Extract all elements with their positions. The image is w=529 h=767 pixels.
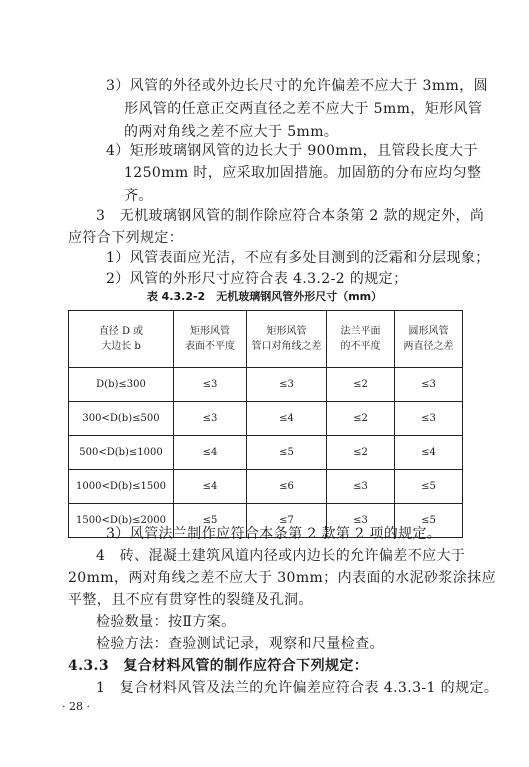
table-cell: 500<D(b)≤1000 [69,436,174,470]
table-cell: ≤3 [174,402,247,436]
table-cell: ≤5 [174,504,247,538]
section-heading: 4.3.3 复合材料风管的制作应符合下列规定： [68,658,369,674]
header-cell: 矩形风管 表面不平度 [174,311,247,368]
text-line: 平整，且不应有贯穿性的裂缝及孔洞。 [68,592,313,608]
table-header-row [69,311,463,368]
table-cell: D(b)≤300 [69,368,174,402]
table-row [69,436,463,470]
text-line: 的两对角线之差不应大于 5mm。 [124,124,339,140]
table-cell: ≤7 [247,504,327,538]
table-cell: ≤4 [174,470,247,504]
text-line: 应符合下列规定： [68,230,184,246]
text-line: 20mm，两对角线之差不应大于 30mm；内表面的水泥砂浆涂抹应 [68,570,496,586]
text-line: 3）风管法兰制作应符合本条第 2 款第 2 项的规定。 [106,526,442,542]
table-cell: ≤2 [327,436,395,470]
text-line: 1250mm 时，应采取加固措施。加固筋的分布应均匀整 [124,165,482,181]
table-cell: ≤5 [395,470,463,504]
text-line: 4 砖、混凝土建筑风道内径或内边长的允许偏差不应大于 [96,548,466,564]
text-line: 检验方法：查验测试记录，观察和尺量检查。 [96,636,384,652]
table-row [69,368,463,402]
table-cell: ≤3 [395,402,463,436]
table-cell: ≤3 [327,504,395,538]
table-cell: ≤4 [395,436,463,470]
table-cell: ≤2 [327,402,395,436]
table-cell: ≤2 [327,368,395,402]
table-cell: ≤3 [395,368,463,402]
table-cell: 1000<D(b)≤1500 [69,470,174,504]
text-line: 齐。 [124,188,153,204]
table-cell: ≤3 [174,368,247,402]
table-cell: ≤3 [247,368,327,402]
header-cell: 法兰平面 的不平度 [327,311,395,368]
text-line: 形风管的任意正交两直径之差不应大于 5mm，矩形风管 [124,101,483,117]
table-row [69,470,463,504]
table-cell: ≤4 [174,436,247,470]
text-line: 检验数量：按Ⅱ方案。 [96,614,236,630]
text-line: 2）风管的外形尺寸应符合表 4.3.2-2 的规定； [106,271,408,287]
table-caption: 表 4.3.2-2 无机玻璃钢风管外形尺寸（mm） [146,290,383,303]
text-line: 1）风管表面应光洁，不应有多处目测到的泛霜和分层现象； [106,250,490,266]
text-line: 3）风管的外径或外边长尺寸的允许偏差不应大于 3mm，圆 [106,78,489,94]
header-cell: 矩形风管 管口对角线之差 [247,311,327,368]
text-line: 4）矩形玻璃钢风管的边长大于 900mm，且管段长度大于 [106,143,478,159]
table-cell: ≤3 [327,470,395,504]
text-line: 3 无机玻璃钢风管的制作除应符合本条第 2 款的规定外，尚 [96,208,485,224]
header-cell: 直径 D 或 大边长 b [69,311,174,368]
table-cell: ≤4 [247,402,327,436]
spec-table [68,310,463,538]
page-number: · 28 · [62,700,90,713]
table-cell: 300<D(b)≤500 [69,402,174,436]
table-row [69,402,463,436]
text-line: 1 复合材料风管及法兰的允许偏差应符合表 4.3.3-1 的规定。 [96,680,499,696]
table-cell: 1500<D(b)≤2000 [69,504,174,538]
table-cell: ≤5 [395,504,463,538]
table-cell: ≤6 [247,470,327,504]
table-cell: ≤5 [247,436,327,470]
header-cell: 圆形风管 两直径之差 [395,311,463,368]
